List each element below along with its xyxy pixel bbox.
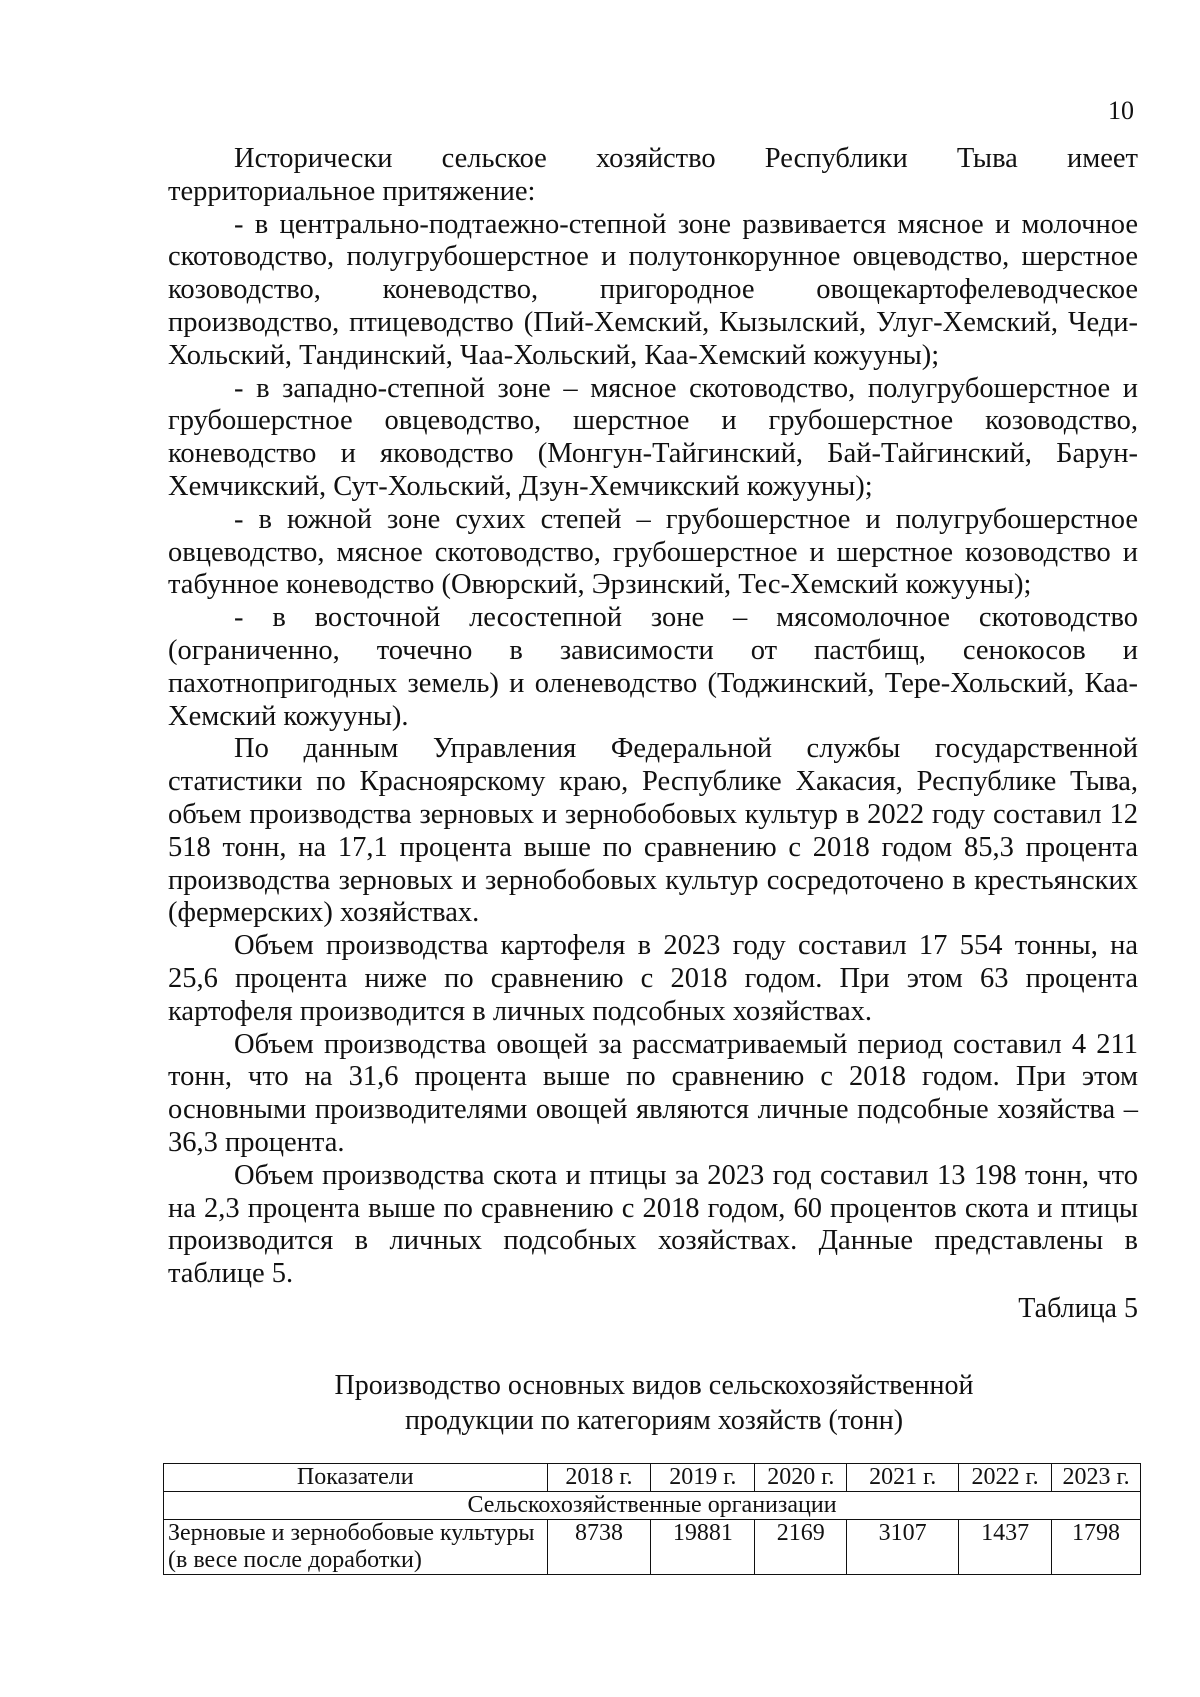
paragraph: - в центрально-подтаежно-степной зоне развивается мясное и молочное скотоводство, полугрубошерстное и полутонкорунное овцеводство, шерстное козоводство, коневодство, пригородное овощекартофелеводческое производство, птицеводство (Пий-Хемский, Кызылский, Улуг-Хемский, Чеди-Хольский, Тандинский, Чаа-Хольский, Каа-Хемский кожууны);: [168, 208, 1138, 371]
table-section-cell: Сельскохозяйственные организации: [164, 1492, 1141, 1520]
table-section-row: [164, 1492, 1141, 1520]
table-cell: 19881: [651, 1520, 755, 1575]
paragraph: Объем производства скота и птицы за 2023 год составил 13 198 тонн, что на 2,3 процента выше по сравнению с 2018 годом, 60 процентов скота и птицы производится в личных подсобных хозяйствах. Данные представлены в таблице 5.: [168, 1159, 1138, 1290]
page-number: 10: [1108, 96, 1134, 125]
table-row-label: Зерновые и зернобобовые культуры (в весе после доработки): [164, 1520, 548, 1575]
paragraph: - в западно-степной зоне – мясное скотоводство, полугрубошерстное и грубошерстное овцеводство, шерстное и грубошерстное козоводство, коневодство и яководство (Монгун-Тайгинский, Бай-Тайгинский, Барун-Хемчикский, Сут-Хольский, Дзун-Хемчикский кожууны);: [168, 372, 1138, 502]
data-table: [163, 1463, 1141, 1575]
table-header-cell: 2023 г.: [1052, 1464, 1141, 1492]
paragraph: Исторически сельское хозяйство Республики Тыва имеет территориальное притяжение:: [168, 143, 1138, 207]
paragraph: По данным Управления Федеральной службы государственной статистики по Красноярскому краю, Республике Хакасия, Республике Тыва, объем производства зерновых и зернобобовых культур в 2022 году составил 12 518 тонн, на 17,1 процента выше по сравнению с 2018 годом 85,3 процента производства зерновых и зернобобовых культур сосредоточено в крестьянских (фермерских) хозяйствах.: [168, 733, 1138, 929]
table-cell: 1798: [1052, 1520, 1141, 1575]
table-header-cell: 2020 г.: [755, 1464, 847, 1492]
table-cell: 8738: [547, 1520, 651, 1575]
table-cell: 1437: [959, 1520, 1052, 1575]
paragraph: Объем производства картофеля в 2023 году составил 17 554 тонны, на 25,6 процента ниже по сравнению с 2018 годом. При этом 63 процента картофеля производится в личных подсобных хозяйствах.: [168, 930, 1138, 1027]
paragraph: - в южной зоне сухих степей – грубошерстное и полугрубошерстное овцеводство, мясное скотоводство, грубошерстное и шерстное козоводство и табунное коневодство (Овюрский, Эрзинский, Тес-Хемский кожууны);: [168, 503, 1138, 601]
table-title: [168, 1368, 1140, 1438]
table-header-row: [164, 1464, 1141, 1492]
table-row: [164, 1520, 1141, 1575]
body-text: [168, 143, 1138, 1291]
table-header-cell: 2019 г.: [651, 1464, 755, 1492]
table-title-line: Производство основных видов сельскохозяйственной: [334, 1370, 974, 1401]
table-header-cell: Показатели: [164, 1464, 548, 1492]
table-cell: 2169: [755, 1520, 847, 1575]
table-header-cell: 2022 г.: [959, 1464, 1052, 1492]
table-cell: 3107: [847, 1520, 959, 1575]
table-label: Таблица 5: [1018, 1293, 1138, 1324]
table-header-cell: 2018 г.: [547, 1464, 651, 1492]
paragraph: Объем производства овощей за рассматриваемый период составил 4 211 тонн, что на 31,6 процента выше по сравнению с 2018 годом. При этом основными производителями овощей являются личные подсобные хозяйства – 36,3 процента.: [168, 1028, 1138, 1158]
paragraph: - в восточной лесостепной зоне – мясомолочное скотоводство (ограниченно, точечно в зависимости от пастбищ, сенокосов и пахотнопригодных земель) и оленеводство (Тоджинский, Тере-Хольский, Каа-Хемский кожууны).: [168, 602, 1138, 732]
table-header-cell: 2021 г.: [847, 1464, 959, 1492]
table-title-line: продукции по категориям хозяйств (тонн): [404, 1405, 904, 1436]
